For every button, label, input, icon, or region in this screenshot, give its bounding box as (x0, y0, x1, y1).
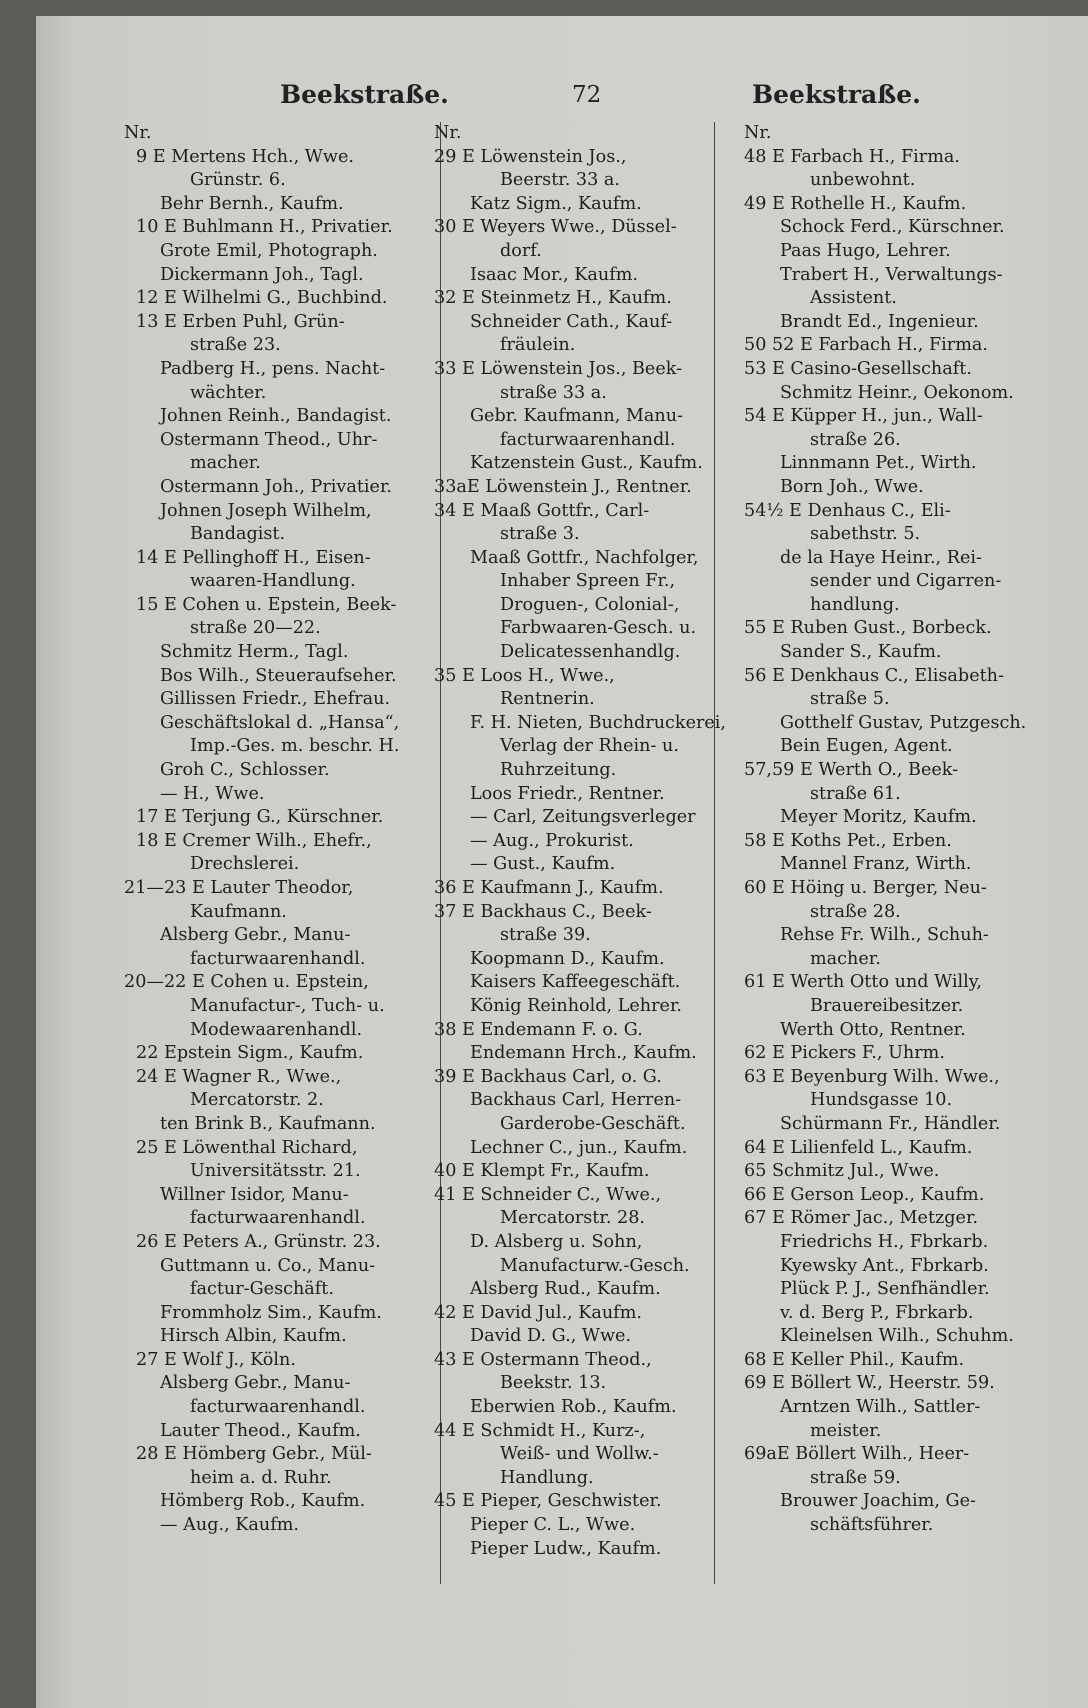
directory-entry-line: Brandt Ed., Ingenieur. (780, 311, 979, 332)
directory-entry-line: Manufactur-, Tuch- u. (190, 995, 385, 1016)
directory-entry-line: Born Joh., Wwe. (780, 476, 924, 497)
directory-entry-line: 54 E Küpper H., jun., Wall- (744, 406, 983, 427)
directory-entry-line: 35 E Loos H., Wwe., (434, 665, 615, 686)
directory-entry-line: 34 E Maaß Gottfr., Carl- (434, 500, 650, 521)
directory-entry-line: Werth Otto, Rentner. (780, 1019, 966, 1040)
directory-entry-line: Kaisers Kaffeegeschäft. (470, 972, 681, 993)
directory-entry-line: Geschäftslokal d. „Hansa“, (160, 712, 400, 733)
directory-entry-line: 22 Epstein Sigm., Kaufm. (136, 1043, 364, 1064)
directory-entry-line: Ruhrzeitung. (500, 760, 617, 781)
directory-entry-line: 33 E Löwenstein Jos., Beek- (434, 358, 683, 379)
directory-entry-line: Groh C., Schlosser. (160, 760, 330, 781)
directory-entry-line: Linnmann Pet., Wirth. (780, 453, 977, 474)
directory-entry-line: Inhaber Spreen Fr., (500, 571, 676, 592)
directory-entry-line: Schürmann Fr., Händler. (780, 1113, 1001, 1134)
directory-entry-line: de la Haye Heinr., Rei- (780, 547, 982, 568)
directory-entry-line: Beekstr. 13. (500, 1373, 607, 1394)
directory-entry-line: 45 E Pieper, Geschwister. (434, 1491, 662, 1512)
directory-entry-line: Willner Isidor, Manu- (160, 1184, 349, 1205)
directory-entry-line: Lauter Theod., Kaufm. (160, 1420, 361, 1441)
directory-entry-line: 69 E Böllert W., Heerstr. 59. (744, 1373, 995, 1394)
directory-column-1 (124, 122, 446, 1602)
directory-entry-line: Farbwaaren-Gesch. u. (500, 618, 697, 639)
directory-entry-line: Loos Friedr., Rentner. (470, 783, 665, 804)
directory-entry-line: 32 E Steinmetz H., Kaufm. (434, 288, 672, 309)
directory-entry-line: straße 59. (810, 1467, 901, 1488)
page-number: 72 (572, 82, 602, 108)
directory-entry-line: Katz Sigm., Kaufm. (470, 193, 642, 214)
directory-entry-line: Nr. (124, 123, 152, 143)
directory-entry-line: Beerstr. 33 a. (500, 170, 620, 191)
directory-entry-line: 37 E Backhaus C., Beek- (434, 901, 652, 922)
directory-entry-line: unbewohnt. (810, 170, 916, 191)
directory-entry-line: David D. G., Wwe. (470, 1326, 632, 1347)
directory-entry-line: waaren-Handlung. (190, 571, 356, 592)
directory-entry-line: Kyewsky Ant., Fbrkarb. (780, 1255, 989, 1276)
directory-entry-line: Paas Hugo, Lehrer. (780, 240, 951, 261)
directory-entry-line: Delicatessenhandlg. (500, 642, 681, 663)
directory-entry-line: Nr. (744, 123, 772, 143)
directory-entry-line: straße 33 a. (500, 382, 607, 403)
directory-entry-line: 55 E Ruben Gust., Borbeck. (744, 618, 992, 639)
directory-entry-line: 12 E Wilhelmi G., Buchbind. (136, 288, 388, 309)
directory-entry-line: Mercatorstr. 2. (190, 1090, 324, 1111)
directory-entry-line: 66 E Gerson Leop., Kaufm. (744, 1184, 985, 1205)
directory-entry-line: ten Brink B., Kaufmann. (160, 1113, 376, 1134)
directory-entry-line: 56 E Denkhaus C., Elisabeth- (744, 665, 1004, 686)
directory-entry-line: — Gust., Kaufm. (470, 854, 616, 875)
directory-page (36, 16, 1088, 1708)
directory-entry-line: straße 39. (500, 925, 591, 946)
directory-entry-line: facturwaarenhandl. (190, 948, 366, 969)
directory-entry-line: Brouwer Joachim, Ge- (780, 1491, 976, 1512)
directory-entry-line: facturwaarenhandl. (500, 429, 676, 450)
directory-entry-line: Schmitz Herm., Tagl. (160, 642, 349, 663)
directory-entry-line: straße 26. (810, 429, 901, 450)
directory-entry-line: 43 E Ostermann Theod., (434, 1349, 652, 1370)
directory-entry-line: 49 E Rothelle H., Kaufm. (744, 193, 967, 214)
directory-entry-line: — Aug., Kaufm. (160, 1515, 300, 1536)
directory-entry-line: 15 E Cohen u. Epstein, Beek- (136, 594, 397, 615)
directory-entry-line: Grote Emil, Photograph. (160, 240, 378, 261)
directory-entry-line: facturwaarenhandl. (190, 1397, 366, 1418)
directory-entry-line: 50 52 E Farbach H., Firma. (744, 335, 988, 356)
directory-entry-line: Manufacturw.-Gesch. (500, 1255, 690, 1276)
directory-entry-line: straße 23. (190, 335, 281, 356)
directory-entry-line: 30 E Weyers Wwe., Düssel- (434, 217, 677, 238)
directory-entry-line: Bandagist. (190, 524, 286, 545)
directory-entry-line: D. Alsberg u. Sohn, (470, 1231, 643, 1252)
directory-entry-line: Maaß Gottfr., Nachfolger, (470, 547, 699, 568)
directory-entry-line: Mannel Franz, Wirth. (780, 854, 972, 875)
directory-entry-line: heim a. d. Ruhr. (190, 1467, 332, 1488)
directory-entry-line: Kleinelsen Wilh., Schuhm. (780, 1326, 1014, 1347)
directory-entry-line: Ostermann Joh., Privatier. (160, 476, 393, 497)
directory-entry-line: Alsberg Rud., Kaufm. (470, 1279, 661, 1300)
directory-entry-line: Assistent. (810, 288, 897, 309)
directory-entry-line: 62 E Pickers F., Uhrm. (744, 1043, 945, 1064)
directory-entry-line: 20—22 E Cohen u. Epstein, (124, 972, 369, 993)
directory-entry-line: straße 61. (810, 783, 901, 804)
directory-entry-line: facturwaarenhandl. (190, 1208, 366, 1229)
running-head (36, 80, 1088, 114)
directory-entry-line: 69aE Böllert Wilh., Heer- (744, 1444, 970, 1465)
directory-entry-line: Gebr. Kaufmann, Manu- (470, 406, 683, 427)
directory-entry-line: straße 28. (810, 901, 901, 922)
directory-entry-line: Gillissen Friedr., Ehefrau. (160, 689, 391, 710)
directory-entry-line: 10 E Buhlmann H., Privatier. (136, 217, 393, 238)
directory-entry-line: 41 E Schneider C., Wwe., (434, 1184, 662, 1205)
directory-entry-line: Hundsgasse 10. (810, 1090, 953, 1111)
directory-entry-line: Friedrichs H., Fbrkarb. (780, 1231, 989, 1252)
directory-entry-line: — Carl, Zeitungsverleger (470, 807, 696, 828)
directory-entry-line: Mercatorstr. 28. (500, 1208, 645, 1229)
directory-entry-line: 36 E Kaufmann J., Kaufm. (434, 878, 664, 898)
directory-entry-line: Bos Wilh., Steueraufseher. (160, 665, 397, 686)
directory-entry-line: Isaac Mor., Kaufm. (470, 264, 639, 285)
directory-entry-line: 17 E Terjung G., Kürschner. (136, 807, 384, 828)
directory-entry-line: Meyer Moritz, Kaufm. (780, 807, 977, 828)
directory-entry-line: 14 E Pellinghoff H., Eisen- (136, 547, 371, 568)
directory-entry-line: 40 E Klempt Fr., Kaufm. (434, 1161, 650, 1182)
directory-entry-line: Brauereibesitzer. (810, 995, 964, 1016)
directory-entry-line: 48 E Farbach H., Firma. (744, 146, 960, 167)
directory-entry-line: Sander S., Kaufm. (780, 642, 942, 663)
directory-entry-line: 27 E Wolf J., Köln. (136, 1349, 296, 1370)
directory-entry-line: 28 E Hömberg Gebr., Mül- (136, 1444, 372, 1465)
directory-entry-line: Plück P. J., Senfhändler. (780, 1279, 990, 1300)
directory-entry-line: 38 E Endemann F. o. G. (434, 1019, 643, 1040)
directory-entry-line: Johnen Joseph Wilhelm, (160, 500, 372, 521)
directory-entry-line: 42 E David Jul., Kaufm. (434, 1302, 642, 1323)
directory-entry-line: Eberwien Rob., Kaufm. (470, 1397, 677, 1418)
directory-entry-line: Hömberg Rob., Kaufm. (160, 1491, 366, 1512)
directory-entry-line: sender und Cigarren- (810, 571, 1002, 592)
directory-entry-line: Weiß- und Wollw.- (500, 1444, 659, 1465)
directory-entry-line: 21—23 E Lauter Theodor, (124, 878, 354, 898)
directory-entry-line: Grünstr. 6. (190, 170, 286, 191)
directory-entry-line: Lechner C., jun., Kaufm. (470, 1137, 688, 1158)
directory-entry-line: F. H. Nieten, Buchdruckerei, (470, 712, 727, 733)
directory-entry-line: Koopmann D., Kaufm. (470, 948, 665, 969)
directory-entry-line: 65 Schmitz Jul., Wwe. (744, 1161, 940, 1182)
directory-entry-line: Pieper Ludw., Kaufm. (470, 1538, 662, 1559)
directory-entry-line: Backhaus Carl, Herren- (470, 1090, 682, 1111)
directory-entry-line: Katzenstein Gust., Kaufm. (470, 453, 703, 474)
directory-entry-line: 33aE Löwenstein J., Rentner. (434, 476, 692, 497)
directory-entry-line: Behr Bernh., Kaufm. (160, 193, 344, 214)
directory-entry-line: 13 E Erben Puhl, Grün- (136, 311, 345, 332)
directory-entry-line: handlung. (810, 594, 900, 615)
directory-entry-line: Trabert H., Verwaltungs- (780, 264, 1003, 285)
directory-entry-line: Gotthelf Gustav, Putzgesch. (780, 712, 1027, 733)
directory-entry-line: straße 3. (500, 524, 580, 545)
directory-entry-line: factur-Geschäft. (190, 1279, 334, 1300)
directory-entry-line: 26 E Peters A., Grünstr. 23. (136, 1231, 381, 1252)
directory-entry-line: Endemann Hrch., Kaufm. (470, 1043, 697, 1064)
directory-entry-line: 9 E Mertens Hch., Wwe. (136, 146, 354, 167)
directory-entry-line: 58 E Koths Pet., Erben. (744, 830, 952, 851)
directory-entry-line: — H., Wwe. (160, 783, 265, 804)
directory-column-2 (434, 122, 736, 1602)
directory-entry-line: Rentnerin. (500, 689, 595, 710)
directory-entry-line: Alsberg Gebr., Manu- (160, 1373, 351, 1394)
directory-entry-line: Garderobe-Geschäft. (500, 1113, 686, 1134)
directory-entry-line: Drechslerei. (190, 854, 300, 875)
directory-entry-line: macher. (190, 453, 261, 474)
directory-entry-line: Handlung. (500, 1467, 594, 1488)
directory-entry-line: Imp.-Ges. m. beschr. H. (190, 736, 400, 757)
directory-entry-line: macher. (810, 948, 881, 969)
directory-entry-line: v. d. Berg P., Fbrkarb. (780, 1302, 974, 1323)
directory-entry-line: Schock Ferd., Kürschner. (780, 217, 1005, 238)
directory-entry-line: 67 E Römer Jac., Metzger. (744, 1208, 979, 1229)
header-street-right: Beekstraße. (752, 80, 921, 109)
directory-entry-line: 68 E Keller Phil., Kaufm. (744, 1349, 965, 1370)
directory-entry-line: 18 E Cremer Wilh., Ehefr., (136, 830, 372, 851)
directory-entry-line: Droguen-, Colonial-, (500, 594, 680, 615)
directory-entry-line: 61 E Werth Otto und Willy, (744, 972, 982, 993)
directory-entry-line: sabethstr. 5. (810, 524, 921, 545)
directory-entry-line: Hirsch Albin, Kaufm. (160, 1326, 347, 1347)
directory-entry-line: 60 E Höing u. Berger, Neu- (744, 878, 987, 898)
directory-entry-line: 53 E Casino-Gesellschaft. (744, 358, 972, 379)
directory-entry-line: Johnen Reinh., Bandagist. (160, 406, 392, 427)
directory-entry-line: 54½ E Denhaus C., Eli- (744, 500, 951, 521)
directory-entry-line: Verlag der Rhein- u. (500, 736, 679, 757)
directory-entry-line: 64 E Lilienfeld L., Kaufm. (744, 1137, 973, 1158)
directory-entry-line: Kaufmann. (190, 901, 287, 922)
directory-entry-line: 24 E Wagner R., Wwe., (136, 1066, 342, 1087)
directory-entry-line: fräulein. (500, 335, 576, 356)
directory-entry-line: 39 E Backhaus Carl, o. G. (434, 1066, 662, 1087)
directory-entry-line: Schneider Cath., Kauf- (470, 311, 673, 332)
directory-entry-line: Padberg H., pens. Nacht- (160, 358, 386, 379)
directory-entry-line: 44 E Schmidt H., Kurz-, (434, 1420, 646, 1441)
directory-entry-line: Frommholz Sim., Kaufm. (160, 1302, 382, 1323)
directory-entry-line: Pieper C. L., Wwe. (470, 1515, 636, 1536)
directory-entry-line: straße 5. (810, 689, 890, 710)
directory-entry-line: Dickermann Joh., Tagl. (160, 264, 364, 285)
directory-entry-line: Universitätsstr. 21. (190, 1161, 361, 1182)
directory-entry-line: 57,59 E Werth O., Beek- (744, 760, 959, 781)
directory-entry-line: 29 E Löwenstein Jos., (434, 146, 627, 167)
directory-entry-line: Schmitz Heinr., Oekonom. (780, 382, 1014, 403)
directory-entry-line: 25 E Löwenthal Richard, (136, 1137, 358, 1158)
directory-entry-line: Bein Eugen, Agent. (780, 736, 953, 757)
directory-entry-line: König Reinhold, Lehrer. (470, 995, 683, 1016)
directory-entry-line: Rehse Fr. Wilh., Schuh- (780, 925, 989, 946)
directory-entry-line: straße 20—22. (190, 618, 321, 639)
directory-entry-line: 63 E Beyenburg Wilh. Wwe., (744, 1066, 1000, 1087)
directory-entry-line: meister. (810, 1420, 882, 1441)
directory-entry-line: Modewaarenhandl. (190, 1019, 363, 1040)
directory-entry-line: Arntzen Wilh., Sattler- (780, 1397, 981, 1418)
directory-entry-line: Alsberg Gebr., Manu- (160, 925, 351, 946)
directory-column-3 (744, 122, 1062, 1602)
directory-entry-line: Ostermann Theod., Uhr- (160, 429, 378, 450)
directory-entry-line: Guttmann u. Co., Manu- (160, 1255, 376, 1276)
directory-entry-line: — Aug., Prokurist. (470, 830, 634, 851)
directory-entry-line: Nr. (434, 123, 462, 143)
directory-entry-line: dorf. (500, 240, 542, 261)
directory-entry-line: wächter. (190, 382, 267, 403)
directory-entry-line: schäftsführer. (810, 1515, 934, 1536)
header-street-left: Beekstraße. (280, 80, 449, 109)
